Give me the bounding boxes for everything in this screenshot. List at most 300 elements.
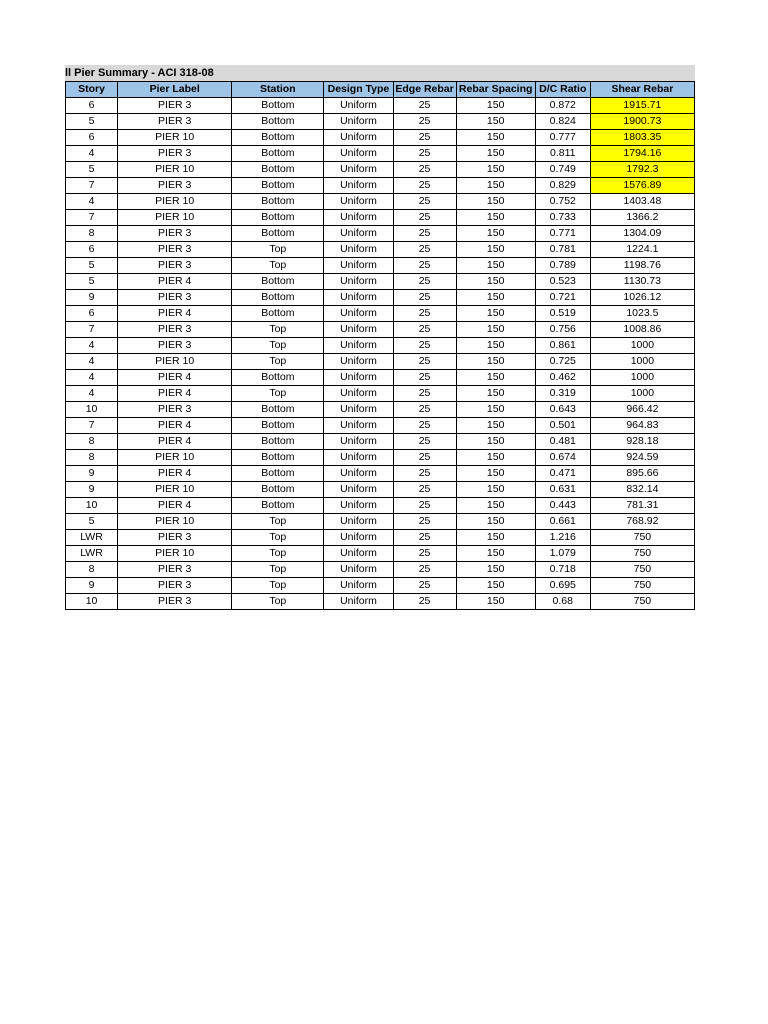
table-row [66,290,695,306]
cell-design-type[interactable]: Uniform [324,258,393,274]
cell-station[interactable]: Bottom [232,194,324,210]
cell-design-type[interactable]: Uniform [324,274,393,290]
cell-shear-rebar[interactable]: 966.42 [590,402,694,418]
table-row [66,466,695,482]
cell-edge-rebar[interactable]: 25 [393,306,456,322]
table-row [66,258,695,274]
cell-station[interactable]: Top [232,594,324,610]
cell-dc-ratio[interactable]: 0.319 [535,386,590,402]
cell-shear-rebar[interactable]: 1304.09 [590,226,694,242]
cell-rebar-spacing[interactable]: 150 [456,130,535,146]
table-row [66,98,695,114]
cell-design-type[interactable]: Uniform [324,354,393,370]
cell-rebar-spacing[interactable]: 150 [456,242,535,258]
table-row [66,178,695,194]
cell-pier-label[interactable]: PIER 4 [118,306,232,322]
cell-rebar-spacing[interactable]: 150 [456,146,535,162]
cell-dc-ratio[interactable]: 0.829 [535,178,590,194]
cell-design-type[interactable]: Uniform [324,434,393,450]
cell-station[interactable]: Top [232,354,324,370]
table-row [66,162,695,178]
cell-design-type[interactable]: Uniform [324,226,393,242]
cell-station[interactable]: Bottom [232,146,324,162]
cell-shear-rebar[interactable]: 750 [590,594,694,610]
cell-station[interactable]: Bottom [232,482,324,498]
table-row [66,354,695,370]
cell-design-type[interactable]: Uniform [324,178,393,194]
cell-pier-label[interactable]: PIER 3 [118,402,232,418]
cell-dc-ratio[interactable]: 0.781 [535,242,590,258]
cell-edge-rebar[interactable]: 25 [393,242,456,258]
cell-station[interactable]: Bottom [232,210,324,226]
table-row [66,562,695,578]
cell-station[interactable]: Bottom [232,178,324,194]
cell-dc-ratio[interactable]: 0.777 [535,130,590,146]
cell-shear-rebar[interactable]: 1000 [590,386,694,402]
cell-pier-label[interactable]: PIER 4 [118,498,232,514]
cell-edge-rebar[interactable]: 25 [393,578,456,594]
cell-dc-ratio[interactable]: 0.771 [535,226,590,242]
header-shear-rebar[interactable]: Shear Rebar [590,82,694,98]
cell-station[interactable]: Bottom [232,98,324,114]
cell-rebar-spacing[interactable]: 150 [456,386,535,402]
cell-pier-label[interactable]: PIER 10 [118,546,232,562]
cell-edge-rebar[interactable]: 25 [393,322,456,338]
cell-shear-rebar[interactable]: 1803.35 [590,130,694,146]
cell-pier-label[interactable]: PIER 10 [118,210,232,226]
cell-pier-label[interactable]: PIER 3 [118,146,232,162]
cell-station[interactable]: Top [232,386,324,402]
cell-rebar-spacing[interactable]: 150 [456,498,535,514]
table-row [66,450,695,466]
cell-pier-label[interactable]: PIER 3 [118,178,232,194]
cell-story[interactable]: 6 [66,98,118,114]
cell-edge-rebar[interactable]: 25 [393,562,456,578]
cell-story[interactable]: 8 [66,562,118,578]
cell-pier-label[interactable]: PIER 4 [118,466,232,482]
cell-design-type[interactable]: Uniform [324,242,393,258]
cell-shear-rebar[interactable]: 1008.86 [590,322,694,338]
cell-edge-rebar[interactable]: 25 [393,274,456,290]
cell-pier-label[interactable]: PIER 4 [118,418,232,434]
cell-edge-rebar[interactable]: 25 [393,130,456,146]
cell-station[interactable]: Top [232,562,324,578]
cell-dc-ratio[interactable]: 0.872 [535,98,590,114]
cell-dc-ratio[interactable]: 0.68 [535,594,590,610]
cell-shear-rebar[interactable]: 924.59 [590,450,694,466]
cell-design-type[interactable]: Uniform [324,466,393,482]
cell-shear-rebar[interactable]: 832.14 [590,482,694,498]
pier-summary-table [65,81,695,610]
table-row [66,130,695,146]
cell-edge-rebar[interactable]: 25 [393,290,456,306]
cell-edge-rebar[interactable]: 25 [393,354,456,370]
cell-design-type[interactable]: Uniform [324,338,393,354]
cell-rebar-spacing[interactable]: 150 [456,450,535,466]
cell-rebar-spacing[interactable]: 150 [456,274,535,290]
cell-pier-label[interactable]: PIER 3 [118,98,232,114]
cell-story[interactable]: 8 [66,434,118,450]
cell-station[interactable]: Top [232,514,324,530]
cell-design-type[interactable]: Uniform [324,402,393,418]
table-row [66,226,695,242]
cell-design-type[interactable]: Uniform [324,450,393,466]
cell-edge-rebar[interactable]: 25 [393,114,456,130]
cell-dc-ratio[interactable]: 0.718 [535,562,590,578]
cell-edge-rebar[interactable]: 25 [393,258,456,274]
cell-shear-rebar[interactable]: 1900.73 [590,114,694,130]
table-row [66,306,695,322]
cell-pier-label[interactable]: PIER 3 [118,226,232,242]
cell-rebar-spacing[interactable]: 150 [456,98,535,114]
cell-story[interactable]: LWR [66,530,118,546]
cell-pier-label[interactable]: PIER 10 [118,194,232,210]
cell-story[interactable]: 5 [66,162,118,178]
cell-edge-rebar[interactable]: 25 [393,370,456,386]
cell-edge-rebar[interactable]: 25 [393,162,456,178]
cell-station[interactable]: Top [232,546,324,562]
cell-shear-rebar[interactable]: 1000 [590,354,694,370]
cell-design-type[interactable]: Uniform [324,418,393,434]
cell-shear-rebar[interactable]: 1576.89 [590,178,694,194]
cell-station[interactable]: Bottom [232,226,324,242]
cell-rebar-spacing[interactable]: 150 [456,338,535,354]
cell-shear-rebar[interactable]: 750 [590,546,694,562]
cell-dc-ratio[interactable]: 0.811 [535,146,590,162]
table-row [66,210,695,226]
table-row [66,146,695,162]
cell-shear-rebar[interactable]: 1794.16 [590,146,694,162]
cell-shear-rebar[interactable]: 1915.71 [590,98,694,114]
cell-story[interactable]: 9 [66,482,118,498]
cell-story[interactable]: 7 [66,210,118,226]
cell-rebar-spacing[interactable]: 150 [456,578,535,594]
cell-shear-rebar[interactable]: 928.18 [590,434,694,450]
cell-story[interactable]: 6 [66,130,118,146]
cell-rebar-spacing[interactable]: 150 [456,562,535,578]
cell-shear-rebar[interactable]: 750 [590,562,694,578]
cell-design-type[interactable]: Uniform [324,546,393,562]
cell-design-type[interactable]: Uniform [324,114,393,130]
cell-story[interactable]: 6 [66,306,118,322]
cell-design-type[interactable]: Uniform [324,322,393,338]
table-row [66,482,695,498]
cell-edge-rebar[interactable]: 25 [393,338,456,354]
cell-dc-ratio[interactable]: 0.861 [535,338,590,354]
cell-dc-ratio[interactable]: 0.631 [535,482,590,498]
cell-design-type[interactable]: Uniform [324,210,393,226]
header-edge-rebar[interactable]: Edge Rebar [393,82,456,98]
cell-shear-rebar[interactable]: 1023.5 [590,306,694,322]
cell-rebar-spacing[interactable]: 150 [456,226,535,242]
header-rebar-spacing[interactable]: Rebar Spacing [456,82,535,98]
cell-station[interactable]: Bottom [232,114,324,130]
cell-pier-label[interactable]: PIER 3 [118,322,232,338]
cell-design-type[interactable]: Uniform [324,498,393,514]
cell-station[interactable]: Bottom [232,402,324,418]
cell-design-type[interactable]: Uniform [324,514,393,530]
cell-dc-ratio[interactable]: 0.481 [535,434,590,450]
cell-dc-ratio[interactable]: 0.733 [535,210,590,226]
cell-shear-rebar[interactable]: 781.31 [590,498,694,514]
cell-rebar-spacing[interactable]: 150 [456,306,535,322]
cell-story[interactable]: 5 [66,258,118,274]
cell-shear-rebar[interactable]: 1000 [590,338,694,354]
table-row [66,274,695,290]
table-row [66,370,695,386]
cell-design-type[interactable]: Uniform [324,562,393,578]
cell-station[interactable]: Top [232,578,324,594]
cell-story[interactable]: 4 [66,194,118,210]
table-row [66,434,695,450]
cell-shear-rebar[interactable]: 1403.48 [590,194,694,210]
cell-station[interactable]: Bottom [232,466,324,482]
cell-rebar-spacing[interactable]: 150 [456,402,535,418]
cell-dc-ratio[interactable]: 0.752 [535,194,590,210]
cell-rebar-spacing[interactable]: 150 [456,290,535,306]
cell-dc-ratio[interactable]: 1.079 [535,546,590,562]
cell-shear-rebar[interactable]: 1130.73 [590,274,694,290]
cell-design-type[interactable]: Uniform [324,386,393,402]
cell-edge-rebar[interactable]: 25 [393,514,456,530]
cell-dc-ratio[interactable]: 0.519 [535,306,590,322]
cell-rebar-spacing[interactable]: 150 [456,546,535,562]
cell-pier-label[interactable]: PIER 3 [118,242,232,258]
table-row [66,498,695,514]
cell-dc-ratio[interactable]: 0.523 [535,274,590,290]
cell-station[interactable]: Bottom [232,450,324,466]
cell-rebar-spacing[interactable]: 150 [456,114,535,130]
cell-dc-ratio[interactable]: 1.216 [535,530,590,546]
cell-pier-label[interactable]: PIER 3 [118,594,232,610]
spreadsheet [65,65,695,610]
cell-station[interactable]: Bottom [232,498,324,514]
cell-pier-label[interactable]: PIER 10 [118,514,232,530]
header-row [66,82,695,98]
cell-station[interactable]: Top [232,338,324,354]
cell-station[interactable]: Bottom [232,306,324,322]
cell-station[interactable]: Top [232,242,324,258]
cell-pier-label[interactable]: PIER 4 [118,434,232,450]
cell-rebar-spacing[interactable]: 150 [456,210,535,226]
cell-station[interactable]: Bottom [232,370,324,386]
cell-rebar-spacing[interactable]: 150 [456,530,535,546]
cell-rebar-spacing[interactable]: 150 [456,354,535,370]
cell-station[interactable]: Top [232,530,324,546]
cell-edge-rebar[interactable]: 25 [393,434,456,450]
cell-design-type[interactable]: Uniform [324,290,393,306]
cell-shear-rebar[interactable]: 750 [590,578,694,594]
cell-rebar-spacing[interactable]: 150 [456,178,535,194]
cell-dc-ratio[interactable]: 0.695 [535,578,590,594]
cell-edge-rebar[interactable]: 25 [393,418,456,434]
cell-story[interactable]: 7 [66,322,118,338]
cell-dc-ratio[interactable]: 0.462 [535,370,590,386]
header-station[interactable]: Station [232,82,324,98]
cell-story[interactable]: 4 [66,338,118,354]
table-body [66,98,695,610]
cell-pier-label[interactable]: PIER 3 [118,338,232,354]
cell-rebar-spacing[interactable]: 150 [456,194,535,210]
cell-dc-ratio[interactable]: 0.471 [535,466,590,482]
cell-dc-ratio[interactable]: 0.725 [535,354,590,370]
cell-pier-label[interactable]: PIER 3 [118,290,232,306]
cell-edge-rebar[interactable]: 25 [393,466,456,482]
cell-pier-label[interactable]: PIER 3 [118,578,232,594]
cell-edge-rebar[interactable]: 25 [393,498,456,514]
cell-dc-ratio[interactable]: 0.674 [535,450,590,466]
cell-shear-rebar[interactable]: 1792.3 [590,162,694,178]
cell-story[interactable]: LWR [66,546,118,562]
cell-station[interactable]: Bottom [232,290,324,306]
table-row [66,114,695,130]
cell-story[interactable]: 8 [66,226,118,242]
table-row [66,402,695,418]
cell-design-type[interactable]: Uniform [324,98,393,114]
cell-rebar-spacing[interactable]: 150 [456,434,535,450]
cell-design-type[interactable]: Uniform [324,370,393,386]
cell-dc-ratio[interactable]: 0.721 [535,290,590,306]
cell-pier-label[interactable]: PIER 10 [118,354,232,370]
cell-edge-rebar[interactable]: 25 [393,178,456,194]
header-pier-label[interactable]: Pier Label [118,82,232,98]
cell-rebar-spacing[interactable]: 150 [456,466,535,482]
sheet-title: ll Pier Summary - ACI 318-08 [65,65,695,81]
cell-shear-rebar[interactable]: 1198.76 [590,258,694,274]
cell-story[interactable]: 9 [66,466,118,482]
cell-dc-ratio[interactable]: 0.756 [535,322,590,338]
cell-shear-rebar[interactable]: 1224.1 [590,242,694,258]
cell-story[interactable]: 9 [66,290,118,306]
cell-story[interactable]: 10 [66,594,118,610]
cell-pier-label[interactable]: PIER 10 [118,482,232,498]
table-row [66,418,695,434]
cell-rebar-spacing[interactable]: 150 [456,258,535,274]
table-row [66,546,695,562]
cell-rebar-spacing[interactable]: 150 [456,370,535,386]
cell-edge-rebar[interactable]: 25 [393,450,456,466]
cell-edge-rebar[interactable]: 25 [393,210,456,226]
cell-pier-label[interactable]: PIER 10 [118,162,232,178]
cell-story[interactable]: 5 [66,514,118,530]
cell-story[interactable]: 10 [66,402,118,418]
table-row [66,322,695,338]
table-row [66,578,695,594]
cell-station[interactable]: Bottom [232,274,324,290]
cell-dc-ratio[interactable]: 0.749 [535,162,590,178]
cell-shear-rebar[interactable]: 1000 [590,370,694,386]
cell-edge-rebar[interactable]: 25 [393,546,456,562]
cell-dc-ratio[interactable]: 0.789 [535,258,590,274]
cell-rebar-spacing[interactable]: 150 [456,322,535,338]
header-dc-ratio[interactable]: D/C Ratio [535,82,590,98]
cell-story[interactable]: 4 [66,370,118,386]
table-row [66,386,695,402]
cell-station[interactable]: Bottom [232,418,324,434]
cell-rebar-spacing[interactable]: 150 [456,418,535,434]
cell-design-type[interactable]: Uniform [324,146,393,162]
cell-story[interactable]: 4 [66,386,118,402]
cell-design-type[interactable]: Uniform [324,578,393,594]
cell-story[interactable]: 4 [66,146,118,162]
table-row [66,338,695,354]
cell-pier-label[interactable]: PIER 4 [118,370,232,386]
cell-dc-ratio[interactable]: 0.661 [535,514,590,530]
cell-dc-ratio[interactable]: 0.824 [535,114,590,130]
cell-rebar-spacing[interactable]: 150 [456,514,535,530]
cell-shear-rebar[interactable]: 964.83 [590,418,694,434]
cell-story[interactable]: 7 [66,418,118,434]
cell-station[interactable]: Bottom [232,162,324,178]
cell-story[interactable]: 6 [66,242,118,258]
header-design-type[interactable]: Design Type [324,82,393,98]
cell-shear-rebar[interactable]: 750 [590,530,694,546]
header-story[interactable]: Story [66,82,118,98]
cell-shear-rebar[interactable]: 1026.12 [590,290,694,306]
table-row [66,194,695,210]
cell-story[interactable]: 9 [66,578,118,594]
cell-pier-label[interactable]: PIER 10 [118,130,232,146]
cell-edge-rebar[interactable]: 25 [393,482,456,498]
cell-dc-ratio[interactable]: 0.643 [535,402,590,418]
table-row [66,530,695,546]
cell-dc-ratio[interactable]: 0.501 [535,418,590,434]
cell-station[interactable]: Bottom [232,130,324,146]
cell-design-type[interactable]: Uniform [324,594,393,610]
table-row [66,242,695,258]
cell-edge-rebar[interactable]: 25 [393,386,456,402]
cell-story[interactable]: 5 [66,114,118,130]
cell-edge-rebar[interactable]: 25 [393,226,456,242]
cell-pier-label[interactable]: PIER 3 [118,114,232,130]
cell-shear-rebar[interactable]: 768.92 [590,514,694,530]
cell-edge-rebar[interactable]: 25 [393,146,456,162]
cell-design-type[interactable]: Uniform [324,530,393,546]
cell-pier-label[interactable]: PIER 4 [118,274,232,290]
cell-dc-ratio[interactable]: 0.443 [535,498,590,514]
cell-rebar-spacing[interactable]: 150 [456,594,535,610]
cell-edge-rebar[interactable]: 25 [393,530,456,546]
cell-station[interactable]: Bottom [232,434,324,450]
cell-shear-rebar[interactable]: 1366.2 [590,210,694,226]
cell-station[interactable]: Top [232,258,324,274]
cell-edge-rebar[interactable]: 25 [393,194,456,210]
cell-design-type[interactable]: Uniform [324,130,393,146]
cell-story[interactable]: 7 [66,178,118,194]
cell-shear-rebar[interactable]: 895.66 [590,466,694,482]
cell-pier-label[interactable]: PIER 10 [118,450,232,466]
cell-rebar-spacing[interactable]: 150 [456,482,535,498]
cell-pier-label[interactable]: PIER 3 [118,562,232,578]
cell-design-type[interactable]: Uniform [324,306,393,322]
cell-design-type[interactable]: Uniform [324,162,393,178]
cell-pier-label[interactable]: PIER 3 [118,258,232,274]
cell-pier-label[interactable]: PIER 3 [118,530,232,546]
cell-design-type[interactable]: Uniform [324,194,393,210]
cell-edge-rebar[interactable]: 25 [393,594,456,610]
cell-story[interactable]: 5 [66,274,118,290]
cell-rebar-spacing[interactable]: 150 [456,162,535,178]
cell-story[interactable]: 10 [66,498,118,514]
cell-design-type[interactable]: Uniform [324,482,393,498]
cell-story[interactable]: 8 [66,450,118,466]
cell-station[interactable]: Top [232,322,324,338]
cell-edge-rebar[interactable]: 25 [393,402,456,418]
cell-pier-label[interactable]: PIER 4 [118,386,232,402]
cell-story[interactable]: 4 [66,354,118,370]
table-row [66,594,695,610]
cell-edge-rebar[interactable]: 25 [393,98,456,114]
